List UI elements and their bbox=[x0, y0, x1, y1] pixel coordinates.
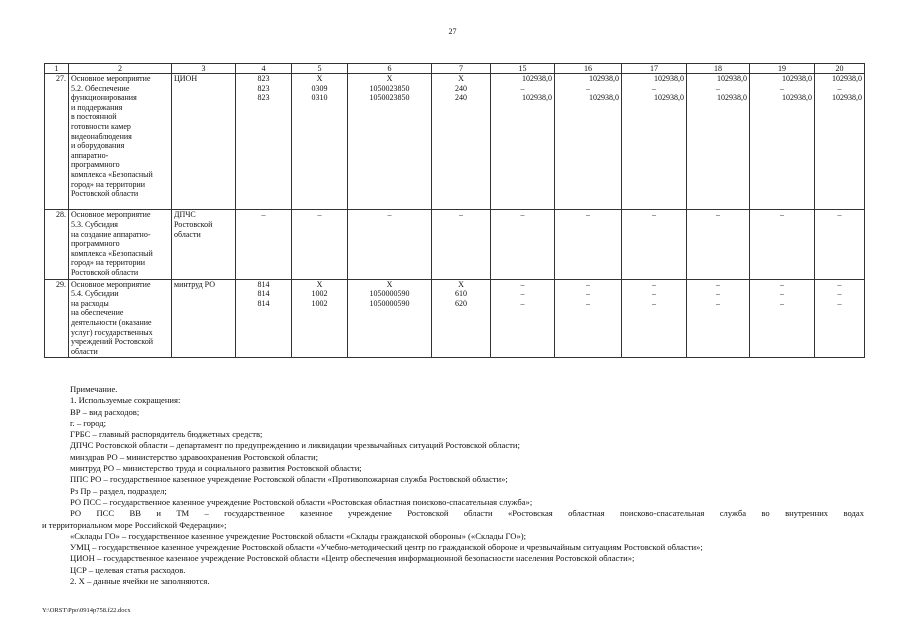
code-cell-c4 bbox=[236, 279, 292, 358]
amount-cell-c18-line: 102938,0 bbox=[717, 74, 747, 83]
code-cell-c4-line: 823 bbox=[257, 83, 270, 93]
code-cell-c6-line: 1050023850 bbox=[369, 93, 410, 103]
row-number bbox=[45, 74, 69, 210]
amount-cell-c16 bbox=[555, 74, 622, 210]
row-number-value: 27. bbox=[56, 74, 66, 83]
code-cell-c5-line: X bbox=[316, 279, 323, 289]
executor-cell-line: области bbox=[174, 229, 201, 239]
amount-cell-c20-line: – bbox=[837, 210, 842, 220]
amount-cell-c18-line: 102938,0 bbox=[717, 93, 747, 103]
notes-section bbox=[42, 384, 864, 587]
amount-cell-c20-line: – bbox=[837, 83, 842, 93]
executor-cell bbox=[172, 279, 236, 358]
abbreviation-item: ГРБС – главный распорядитель бюджетных средств; bbox=[70, 429, 263, 440]
row-number bbox=[45, 279, 69, 358]
amount-cell-c19-line: 102938,0 bbox=[782, 74, 812, 83]
measure-description-line: 5.4. Субсидии bbox=[71, 289, 119, 299]
amount-cell-c15-line: – bbox=[520, 279, 525, 289]
amount-cell-c17-line: – bbox=[652, 298, 656, 308]
amount-cell-c16-line: – bbox=[586, 83, 590, 93]
code-cell-c4-line: 814 bbox=[257, 289, 270, 299]
amount-cell-c19-line: – bbox=[780, 83, 784, 93]
row-number bbox=[45, 210, 69, 279]
amount-cell-c18 bbox=[687, 279, 750, 358]
executor-cell bbox=[172, 210, 236, 279]
measure-description-line: услуг) государственных bbox=[71, 327, 153, 337]
measure-description-line: Ростовской области bbox=[71, 189, 139, 199]
measure-description-line: и поддержания bbox=[71, 102, 123, 112]
amount-cell-c17-line: – bbox=[652, 210, 656, 220]
file-path: Y:\ORST\Ppo\0914p758.f22.docx bbox=[42, 607, 131, 614]
code-cell-c5 bbox=[292, 210, 348, 279]
measure-description-line: комплекса «Безопасный bbox=[71, 169, 153, 179]
code-cell-c6-line: X bbox=[386, 74, 393, 83]
code-cell-c7-line: X bbox=[458, 279, 464, 289]
abbreviation-item: ДПЧС Ростовской области – департамент по предупреждению и ликвидации чрезвычайных ситуаций Ростовской области; bbox=[70, 440, 520, 451]
header-col-1: 1 bbox=[45, 64, 69, 74]
header-col-17: 17 bbox=[622, 64, 687, 74]
amount-cell-c15-line: – bbox=[520, 298, 525, 308]
abbreviation-item: г. – город; bbox=[70, 417, 107, 428]
code-cell-c6 bbox=[348, 74, 432, 210]
code-cell-c4-line: – bbox=[261, 210, 266, 220]
abbreviation-item: РО ПСС – государственное казенное учреждение Ростовской области «Ростовская областная поисково-спасательная служба»; bbox=[70, 496, 533, 507]
abbreviation-item: Рз Пр – раздел, подраздел; bbox=[70, 485, 167, 496]
measure-description-line: комплекса «Безопасный bbox=[71, 248, 153, 258]
measure-description-line: видеонаблюдения bbox=[71, 131, 132, 141]
abbreviation-item: минтруд РО – министерство труда и социального развития Ростовской области; bbox=[70, 463, 362, 474]
code-cell-c7 bbox=[432, 210, 491, 279]
table-row bbox=[45, 74, 865, 210]
amount-cell-c17-line: 102938,0 bbox=[654, 93, 684, 103]
executor-cell-line: ЦИОН bbox=[174, 74, 198, 83]
code-cell-c6-line: – bbox=[387, 210, 392, 220]
executor-cell-line: ДПЧС bbox=[174, 210, 196, 220]
measure-description bbox=[69, 74, 172, 210]
measure-description-line: Ростовской области bbox=[71, 267, 139, 277]
measure-description-line: Основное мероприятие bbox=[71, 74, 151, 83]
executor-cell-line: Ростовской bbox=[174, 219, 213, 229]
amount-cell-c16-line: 102938,0 bbox=[589, 93, 619, 103]
measure-description-line: деятельности (оказание bbox=[71, 317, 152, 327]
measure-description-line: функционирования bbox=[71, 93, 137, 103]
measure-description-line: учреждений Ростовской bbox=[71, 337, 153, 347]
header-col-6: 6 bbox=[348, 64, 432, 74]
table-header-row bbox=[45, 64, 865, 74]
code-cell-c5-line: 0309 bbox=[311, 83, 328, 93]
amount-cell-c16 bbox=[555, 210, 622, 279]
abbreviation-item: ВР – вид расходов; bbox=[70, 406, 140, 417]
amount-cell-c16-line: – bbox=[586, 279, 590, 289]
header-col-16: 16 bbox=[555, 64, 622, 74]
amount-cell-c19 bbox=[750, 210, 815, 279]
amount-cell-c16-line: – bbox=[586, 210, 590, 220]
amount-cell-c15-line: 102938,0 bbox=[522, 93, 552, 103]
amount-cell-c18-line: – bbox=[716, 83, 720, 93]
amount-cell-c15-line: – bbox=[520, 210, 525, 220]
amount-cell-c19-line: – bbox=[780, 210, 784, 220]
code-cell-c7-line: 610 bbox=[455, 289, 467, 299]
notes-title: Примечание. bbox=[70, 384, 118, 394]
measure-description bbox=[69, 210, 172, 279]
measure-description-line: программного bbox=[71, 239, 120, 249]
amount-cell-c19-line: 102938,0 bbox=[782, 93, 812, 103]
code-cell-c5 bbox=[292, 279, 348, 358]
abbreviation-item: «Склады ГО» – государственное казенное учреждение Ростовской области «Склады гражданской обороны» («Склады ГО»); bbox=[70, 530, 527, 541]
measure-description-line: аппаратно- bbox=[71, 150, 109, 160]
measure-description-line: 5.3. Субсидия bbox=[71, 219, 118, 229]
measure-description-line: на расходы bbox=[71, 298, 109, 308]
code-cell-c7-line: 620 bbox=[455, 298, 467, 308]
measure-description-line: и оборудования bbox=[71, 141, 125, 151]
header-col-15: 15 bbox=[491, 64, 555, 74]
code-cell-c5-line: 0310 bbox=[311, 93, 328, 103]
amount-cell-c15 bbox=[491, 279, 555, 358]
code-cell-c6-line: 1050000590 bbox=[369, 298, 410, 308]
amount-cell-c17-line: 102938,0 bbox=[654, 74, 684, 83]
code-cell-c5-line: – bbox=[317, 210, 322, 220]
header-col-19: 19 bbox=[750, 64, 815, 74]
amount-cell-c16-line: – bbox=[586, 298, 590, 308]
code-cell-c5-line: 1002 bbox=[311, 289, 328, 299]
amount-cell-c16-line: – bbox=[586, 289, 590, 299]
measure-description-line: Основное мероприятие bbox=[71, 279, 151, 289]
header-col-5: 5 bbox=[292, 64, 348, 74]
amount-cell-c18-line: – bbox=[716, 289, 720, 299]
measure-description-line: Основное мероприятие bbox=[71, 210, 151, 220]
measure-description bbox=[69, 279, 172, 358]
amount-cell-c16 bbox=[555, 279, 622, 358]
code-cell-c6 bbox=[348, 210, 432, 279]
page-number: 27 bbox=[448, 27, 457, 36]
amount-cell-c15-line: 102938,0 bbox=[522, 74, 552, 83]
code-cell-c5-line: X bbox=[316, 74, 323, 83]
code-cell-c6-line: 1050000590 bbox=[369, 289, 410, 299]
code-cell-c7-line: 240 bbox=[455, 93, 467, 103]
amount-cell-c20 bbox=[815, 279, 865, 358]
amount-cell-c17 bbox=[622, 279, 687, 358]
table-row bbox=[45, 279, 865, 358]
code-cell-c7 bbox=[432, 74, 491, 210]
code-cell-c7 bbox=[432, 279, 491, 358]
code-cell-c6 bbox=[348, 279, 432, 358]
amount-cell-c18-line: – bbox=[716, 279, 720, 289]
amount-cell-c18 bbox=[687, 210, 750, 279]
header-col-4: 4 bbox=[236, 64, 292, 74]
measure-description-line: на создание аппаратно- bbox=[71, 229, 151, 239]
measure-description-line: готовности камер bbox=[71, 121, 131, 131]
amount-cell-c20-line: – bbox=[837, 298, 842, 308]
measure-description-line: 5.2. Обеспечение bbox=[71, 83, 130, 93]
code-cell-c4-line: 814 bbox=[257, 279, 270, 289]
amount-cell-c17 bbox=[622, 210, 687, 279]
amount-cell-c17-line: – bbox=[652, 289, 656, 299]
code-cell-c6-line: X bbox=[386, 279, 393, 289]
amount-cell-c18-line: – bbox=[716, 210, 720, 220]
amount-cell-c19-line: – bbox=[780, 298, 784, 308]
measure-description-line: программного bbox=[71, 160, 120, 170]
amount-cell-c15-line: – bbox=[520, 83, 525, 93]
code-cell-c7-line: – bbox=[459, 210, 463, 220]
code-cell-c4 bbox=[236, 74, 292, 210]
amount-cell-c20 bbox=[815, 210, 865, 279]
code-cell-c5-line: 1002 bbox=[311, 298, 328, 308]
notes-item-1: 1. Используемые сокращения: bbox=[70, 395, 181, 406]
header-col-7: 7 bbox=[432, 64, 491, 74]
code-cell-c4-line: 823 bbox=[257, 93, 270, 103]
header-col-3: 3 bbox=[172, 64, 236, 74]
abbreviation-item: ЦИОН – государственное казенное учреждение Ростовской области «Центр обеспечения информационной безопасности населения Ростовской области»; bbox=[70, 553, 635, 564]
amount-cell-c20-line: 102938,0 bbox=[832, 74, 862, 83]
amount-cell-c16-line: 102938,0 bbox=[589, 74, 619, 83]
abbreviation-item: минздрав РО – министерство здравоохранения Ростовской области; bbox=[70, 451, 318, 462]
amount-cell-c17 bbox=[622, 74, 687, 210]
code-cell-c4 bbox=[236, 210, 292, 279]
row-number-value: 29. bbox=[56, 279, 66, 289]
amount-cell-c17-line: – bbox=[652, 83, 656, 93]
amount-cell-c15 bbox=[491, 74, 555, 210]
amount-cell-c19-line: – bbox=[780, 279, 784, 289]
amount-cell-c20-line: – bbox=[837, 279, 842, 289]
code-cell-c4-line: 814 bbox=[257, 298, 270, 308]
amount-cell-c20-line: 102938,0 bbox=[832, 93, 862, 103]
header-col-20: 20 bbox=[815, 64, 865, 74]
table-row bbox=[45, 210, 865, 279]
abbreviation-item: УМЦ – государственное казенное учреждение Ростовской области «Учебно-методический центр по гражданской обороне и чрезвычайным ситуациям Ростовской области»; bbox=[70, 542, 703, 553]
code-cell-c4-line: 823 bbox=[257, 74, 270, 83]
measure-description-line: на обеспечение bbox=[71, 308, 124, 318]
amount-cell-c20-line: – bbox=[837, 289, 842, 299]
row-number-value: 28. bbox=[56, 210, 66, 220]
abbr-pss-vv-cont: и территориальном море Российской Федерации»; bbox=[42, 519, 227, 530]
code-cell-c5 bbox=[292, 74, 348, 210]
notes-item-2: 2. Х – данные ячейки не заполняются. bbox=[70, 576, 210, 587]
executor-cell-line: минтруд РО bbox=[174, 279, 216, 289]
amount-cell-c20 bbox=[815, 74, 865, 210]
amount-cell-c17-line: – bbox=[652, 279, 656, 289]
amount-cell-c19 bbox=[750, 279, 815, 358]
amount-cell-c19 bbox=[750, 74, 815, 210]
measure-description-line: город» на территории bbox=[71, 258, 146, 268]
measure-description-line: город» на территории bbox=[71, 179, 146, 189]
abbr-pss-vv: РО ПСС ВВ и ТМ – государственное казенное учреждение Ростовской области «Ростовская областная поисково-спасательная служба во внутренних водах bbox=[70, 508, 864, 519]
amount-cell-c18 bbox=[687, 74, 750, 210]
code-cell-c7-line: 240 bbox=[455, 83, 467, 93]
header-col-2: 2 bbox=[69, 64, 172, 74]
code-cell-c7-line: X bbox=[458, 74, 464, 83]
amount-cell-c19-line: – bbox=[780, 289, 784, 299]
abbreviation-item: ППС РО – государственное казенное учреждение Ростовской области «Противопожарная служба Ростовской области»; bbox=[70, 474, 508, 485]
budget-table bbox=[44, 63, 865, 358]
amount-cell-c18-line: – bbox=[716, 298, 720, 308]
measure-description-line: области bbox=[71, 346, 98, 356]
amount-cell-c15-line: – bbox=[520, 289, 525, 299]
executor-cell bbox=[172, 74, 236, 210]
measure-description-line: в постоянной bbox=[71, 112, 117, 122]
code-cell-c6-line: 1050023850 bbox=[369, 83, 410, 93]
header-col-18: 18 bbox=[687, 64, 750, 74]
abbreviation-item: ЦСР – целевая статья расходов. bbox=[70, 564, 186, 575]
amount-cell-c15 bbox=[491, 210, 555, 279]
